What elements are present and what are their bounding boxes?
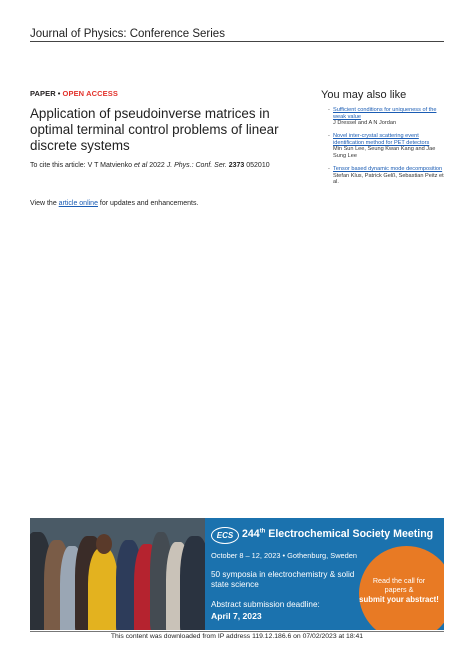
article-title: Application of pseudoinverse matrices in optimal terminal control problems of linear discrete systems <box>30 106 279 154</box>
related-item <box>328 107 445 127</box>
list-dash: - <box>328 133 330 140</box>
deadline-date: April 7, 2023 <box>211 611 262 621</box>
related-title-link[interactable]: Sufficient conditions for uniqueness of the weak value <box>333 107 437 120</box>
deadline-label: Abstract submission deadline: <box>211 600 320 609</box>
cite-journal: J. Phys.: Conf. Ser. <box>166 162 227 169</box>
related-authors: Stefan Klus, Patrick Gelß, Sebastian Peitz et al. <box>333 172 444 186</box>
related-item <box>328 166 445 186</box>
related-title-link[interactable]: Tensor based dynamic mode decomposition <box>333 166 443 173</box>
citation-line <box>30 162 270 169</box>
cite-volume: 2373 <box>228 162 245 169</box>
label-separator: • <box>57 89 61 98</box>
open-access-label: OPEN ACCESS <box>62 89 118 98</box>
journal-title: Journal of Physics: Conference Series <box>30 28 225 40</box>
cta-line-2: papers & <box>384 585 414 595</box>
conference-crowd-photo <box>30 518 205 630</box>
view-suffix: for updates and enhancements. <box>97 200 199 207</box>
related-item <box>328 133 445 160</box>
cite-etal: et al <box>134 162 148 169</box>
paper-label: PAPER <box>30 89 56 98</box>
article-online-link[interactable]: article online <box>58 200 98 207</box>
meeting-number: 244 <box>242 528 260 540</box>
related-authors: Min Sun Lee, Seung Kwan Kang and Jae Sung Lee <box>333 146 436 160</box>
header-divider <box>30 41 444 42</box>
related-title-link[interactable]: Novel inter-crystal scattering event identification method for PET detectors <box>333 133 430 146</box>
cite-year: 2022 <box>147 162 167 169</box>
banner-content <box>205 518 444 630</box>
ecs-meeting-banner[interactable] <box>30 518 444 630</box>
cta-text <box>359 576 439 604</box>
cite-prefix: To cite this article: V T Matvienko <box>30 162 135 169</box>
call-for-papers-badge[interactable] <box>359 546 444 630</box>
related-authors: J Dressel and A N Jordan <box>333 120 397 127</box>
meeting-ordinal: th <box>259 528 266 535</box>
list-dash: - <box>328 107 330 113</box>
list-dash: - <box>328 166 330 173</box>
cta-line-1: Read the call for <box>372 576 426 585</box>
symposia-text: 50 symposia in electrochemistry & solid state science <box>211 570 355 589</box>
cta-line-3: submit your abstract! <box>359 594 439 604</box>
download-notice: This content was downloaded from IP address 119.12.186.6 on 07/02/2023 at 18:41 <box>110 633 364 640</box>
ecs-logo: ECS <box>211 527 239 544</box>
paper-type-label <box>30 89 118 98</box>
meeting-date-location: October 8 – 12, 2023 • Gothenburg, Sweden <box>211 551 357 560</box>
meeting-name: Electrochemical Society Meeting <box>265 528 434 540</box>
view-online-line <box>30 200 198 207</box>
cite-page: 052010 <box>244 162 270 169</box>
related-heading: You may also like <box>321 89 407 101</box>
related-articles-list <box>328 107 445 192</box>
view-prefix: View the <box>30 200 59 207</box>
meeting-title <box>242 528 433 540</box>
footer-divider <box>30 631 444 632</box>
